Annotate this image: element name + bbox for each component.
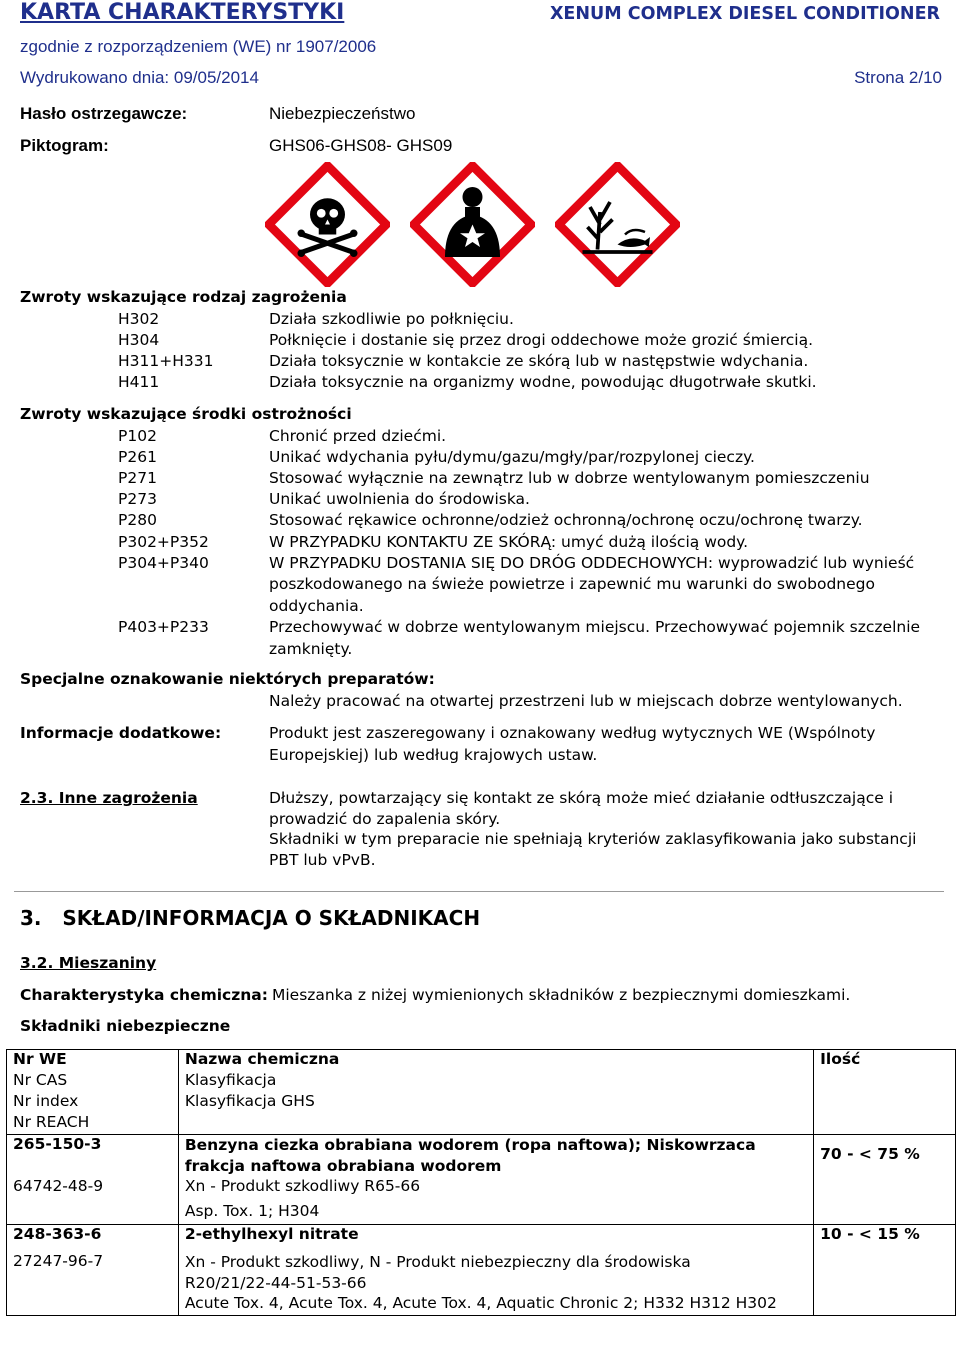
health-hazard-icon bbox=[410, 162, 535, 287]
header-classification: Klasyfikacja bbox=[178, 1071, 813, 1092]
table-row bbox=[7, 1250, 956, 1294]
header-quantity: Ilość bbox=[814, 1050, 956, 1135]
additional-info-text: Produkt jest zaszeregowany i oznakowany według wytycznych WE (Wspólnoty bbox=[269, 724, 876, 742]
additional-info-label: Informacje dodatkowe: bbox=[20, 724, 222, 742]
precautionary-statements-title: Zwroty wskazujące środki ostrożności bbox=[20, 405, 352, 423]
table-row bbox=[7, 1135, 956, 1178]
precaution-code: P302+P352 bbox=[118, 533, 209, 551]
other-hazards-heading: 2.3. Inne zagrożenia bbox=[20, 789, 198, 807]
chemical-name-line: frakcja naftowa obrabiana wodorem bbox=[184, 1157, 502, 1175]
precaution-code: P261 bbox=[118, 448, 157, 466]
hazard-text: Działa toksycznie na organizmy wodne, powodując długotrwałe skutki. bbox=[269, 373, 817, 391]
precaution-text: Stosować wyłącznie na zewnątrz lub w dobrze wentylowanym pomieszczeniu bbox=[269, 469, 870, 487]
classification: Xn - Produkt szkodliwy R65-66 bbox=[178, 1177, 813, 1202]
header-cas-number: Nr CAS bbox=[7, 1071, 179, 1092]
special-labelling-text: Należy pracować na otwartej przestrzeni lub w miejscach dobrze wentylowanych. bbox=[269, 692, 903, 710]
precaution-code: P102 bbox=[118, 427, 157, 445]
chemical-name: 2-ethylhexyl nitrate bbox=[178, 1225, 813, 1251]
cas-number: 27247-96-7 bbox=[7, 1250, 179, 1294]
table-header-row bbox=[7, 1113, 956, 1135]
dangerous-components-heading: Składniki niebezpieczne bbox=[20, 1017, 231, 1035]
header-index-number: Nr index bbox=[7, 1092, 179, 1113]
precaution-text: W PRZYPADKU KONTAKTU ZE SKÓRĄ: umyć dużą ilością wody. bbox=[269, 533, 749, 551]
table-header-row bbox=[7, 1050, 956, 1072]
chemical-name-line: Benzyna ciezka obrabiana wodorem (ropa naftowa); Niskowrzaca bbox=[184, 1136, 756, 1154]
table-row bbox=[7, 1225, 956, 1251]
pictogram-label: Piktogram: bbox=[20, 136, 109, 155]
product-name: XENUM COMPLEX DIESEL CONDITIONER bbox=[549, 4, 940, 24]
table-row bbox=[7, 1177, 956, 1202]
classification-line: R20/21/22-44-51-53-66 bbox=[184, 1274, 367, 1292]
table-row bbox=[7, 1202, 956, 1225]
other-hazards-text: Dłuższy, powtarzający się kontakt ze skórą może mieć działanie odtłuszczające i bbox=[269, 789, 893, 807]
hazard-code: H411 bbox=[118, 373, 160, 391]
hazard-code: H311+H331 bbox=[118, 352, 214, 370]
hazard-text: Działa szkodliwie po połknięciu. bbox=[269, 310, 514, 328]
components-table bbox=[6, 1049, 956, 1316]
header-chemical-name: Nazwa chemiczna bbox=[178, 1050, 813, 1072]
precaution-text: oddychania. bbox=[269, 597, 364, 615]
table-header-row bbox=[7, 1071, 956, 1092]
precaution-text: W PRZYPADKU DOSTANIA SIĘ DO DRÓG ODDECHOWYCH: wyprowadzić lub wynieść bbox=[269, 554, 915, 572]
print-date: Wydrukowano dnia: 09/05/2014 bbox=[20, 68, 259, 87]
hazard-text: Połknięcie i dostanie się przez drogi oddechowe może grozić śmiercią. bbox=[269, 331, 814, 349]
precaution-code: P280 bbox=[118, 511, 157, 529]
mixtures-heading: 3.2. Mieszaniny bbox=[20, 954, 157, 972]
hazard-code: H302 bbox=[118, 310, 160, 328]
table-header-row bbox=[7, 1092, 956, 1113]
precaution-code: P273 bbox=[118, 490, 157, 508]
precaution-text: Unikać uwolnienia do środowiska. bbox=[269, 490, 530, 508]
page-number: Strona 2/10 bbox=[854, 68, 942, 87]
precaution-code: P304+P340 bbox=[118, 554, 209, 572]
skull-crossbones-icon bbox=[265, 162, 390, 287]
regulation-text: zgodnie z rozporządzeniem (WE) nr 1907/2006 bbox=[20, 37, 377, 56]
pictogram-codes: GHS06-GHS08- GHS09 bbox=[269, 136, 453, 155]
header-reach-number: Nr REACH bbox=[7, 1113, 179, 1135]
hazard-statements-title: Zwroty wskazujące rodzaj zagrożenia bbox=[20, 288, 347, 306]
chemical-characterization-label: Charakterystyka chemiczna: bbox=[20, 986, 268, 1004]
precaution-text: zamknięty. bbox=[269, 640, 353, 658]
document-title: KARTA CHARAKTERYSTYKI bbox=[20, 0, 345, 25]
classification-line: Xn - Produkt szkodliwy, N - Produkt niebezpieczny dla środowiska bbox=[184, 1253, 691, 1271]
section-3-title: 3. SKŁAD/INFORMACJA O SKŁADNIKACH bbox=[20, 906, 481, 930]
table-row bbox=[7, 1294, 956, 1316]
precaution-text: Unikać wdychania pyłu/dymu/gazu/mgły/par/rozpylonej cieczy. bbox=[269, 448, 755, 466]
additional-info-text: Europejskiej) lub według krajowych ustaw. bbox=[269, 746, 598, 764]
header-ec-number: Nr WE bbox=[7, 1050, 179, 1072]
section-divider bbox=[14, 891, 944, 892]
signal-word-value: Niebezpieczeństwo bbox=[269, 104, 416, 123]
cas-number: 64742-48-9 bbox=[7, 1177, 179, 1202]
other-hazards-text: PBT lub vPvB. bbox=[269, 851, 376, 869]
header-ghs-classification: Klasyfikacja GHS bbox=[178, 1092, 813, 1113]
chemical-name bbox=[178, 1135, 813, 1178]
other-hazards-text: prowadzić do zapalenia skóry. bbox=[269, 810, 501, 828]
precaution-text: poszkodowanego na świeże powietrze i zapewnić mu warunki do swobodnego bbox=[269, 575, 875, 593]
environment-icon bbox=[555, 162, 680, 287]
precaution-text: Stosować rękawice ochronne/odzież ochronną/ochronę oczu/ochronę twarzy. bbox=[269, 511, 863, 529]
ec-number: 248-363-6 bbox=[7, 1225, 179, 1251]
quantity: 10 - < 15 % bbox=[814, 1225, 956, 1316]
ec-number: 265-150-3 bbox=[7, 1135, 179, 1178]
quantity: 70 - < 75 % bbox=[814, 1135, 956, 1225]
other-hazards-text: Składniki w tym preparacie nie spełniają kryteriów zaklasyfikowania jako substancji bbox=[269, 830, 917, 848]
signal-word-label: Hasło ostrzegawcze: bbox=[20, 104, 188, 123]
special-labelling-title: Specjalne oznakowanie niektórych preparatów: bbox=[20, 670, 435, 688]
precaution-code: P271 bbox=[118, 469, 157, 487]
precaution-text: Przechowywać w dobrze wentylowanym miejscu. Przechowywać pojemnik szczelnie bbox=[269, 618, 921, 636]
ghs-classification: Asp. Tox. 1; H304 bbox=[178, 1202, 813, 1225]
ghs-classification: Acute Tox. 4, Acute Tox. 4, Acute Tox. 4, Aquatic Chronic 2; H332 H312 H302 bbox=[178, 1294, 813, 1316]
precaution-text: Chronić przed dziećmi. bbox=[269, 427, 447, 445]
hazard-code: H304 bbox=[118, 331, 160, 349]
hazard-text: Działa toksycznie w kontakcie ze skórą lub w następstwie wdychania. bbox=[269, 352, 809, 370]
classification bbox=[178, 1250, 813, 1294]
chemical-characterization-value: Mieszanka z niżej wymienionych składników z bezpiecznymi domieszkami. bbox=[272, 986, 851, 1004]
precaution-code: P403+P233 bbox=[118, 618, 209, 636]
